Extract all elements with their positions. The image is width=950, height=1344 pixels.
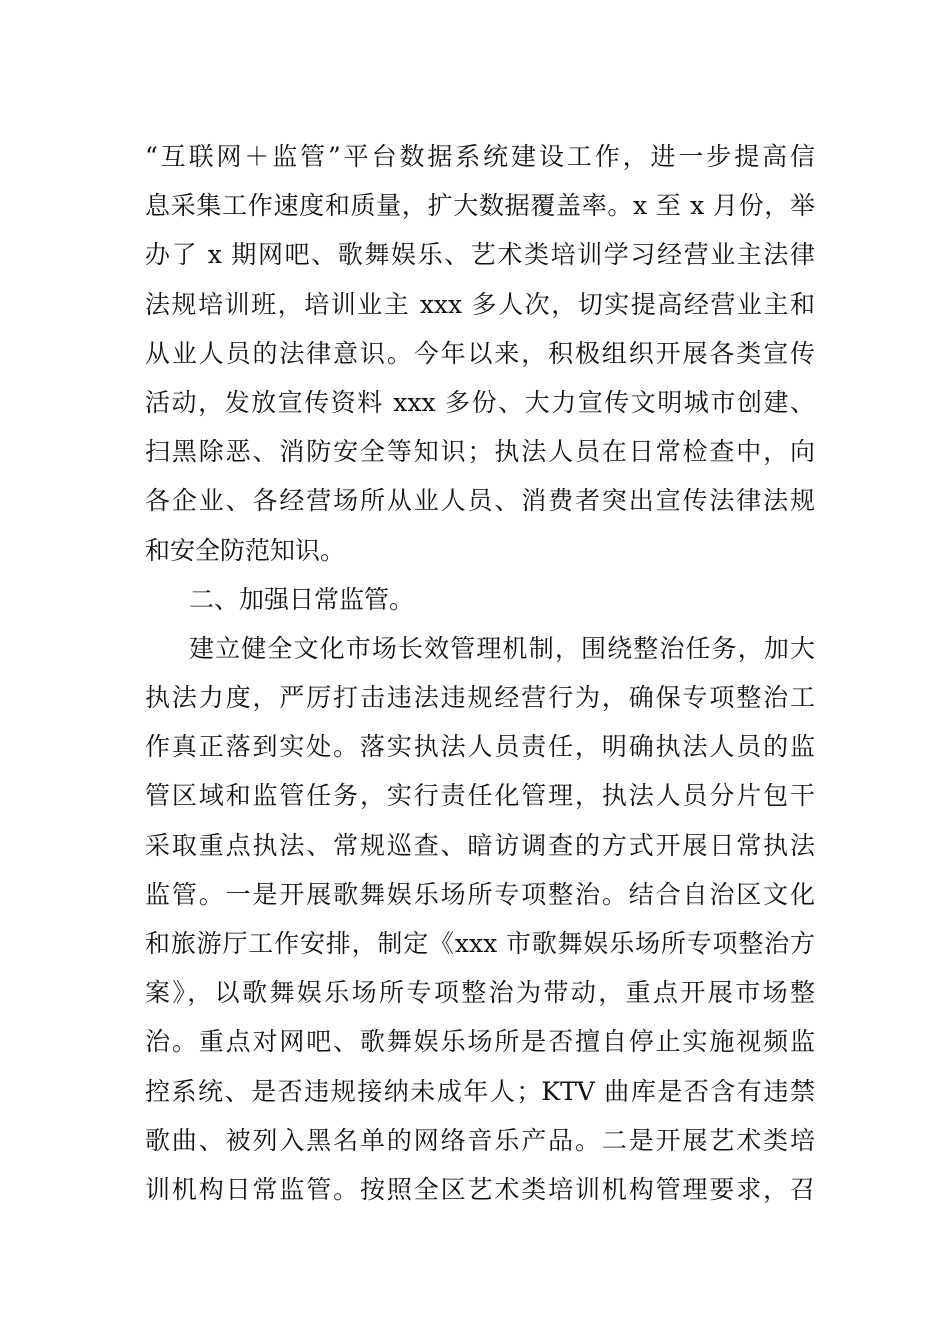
paragraph-line: 案》，以歌舞娱乐场所专项整治为带动，重点开展市场整 [145, 978, 815, 1008]
paragraph-line: 建立健全文化市场长效管理机制，围绕整治任务，加大 [189, 633, 815, 663]
document-body [145, 132, 815, 1214]
paragraph-line: 各企业、各经营场所从业人员、消费者突出宣传法律法规 [145, 486, 815, 516]
paragraph-line: 活动，发放宣传资料 xxx 多份、大力宣传文明城市创建、 [145, 387, 815, 417]
paragraph-line: 采取重点执法、常规巡查、暗访调查的方式开展日常执法 [145, 830, 815, 860]
paragraph-line: 从业人员的法律意识。今年以来，积极组织开展各类宣传 [145, 338, 815, 368]
paragraph-1 [145, 132, 815, 575]
paragraph-line: 训机构日常监管。按照全区艺术类培训机构管理要求，召 [145, 1174, 815, 1204]
paragraph-line: 息采集工作速度和质量，扩大数据覆盖率。x 至 x 月份，举 [145, 191, 815, 221]
paragraph-line: 扫黑除恶、消防安全等知识；执法人员在日常检查中，向 [145, 437, 815, 467]
paragraph-line: 管区域和监管任务，实行责任化管理，执法人员分片包干 [145, 781, 815, 811]
paragraph-line: 治。重点对网吧、歌舞娱乐场所是否擅自停止实施视频监 [145, 1027, 815, 1057]
paragraph-line: 执法力度，严厉打击违法违规经营行为，确保专项整治工 [145, 683, 815, 713]
paragraph-line: 和安全防范知识。 [145, 535, 346, 565]
paragraph-line: 监管。一是开展歌舞娱乐场所专项整治。结合自治区文化 [145, 879, 815, 909]
paragraph-line: “互联网＋监管”平台数据系统建设工作，进一步提高信 [145, 142, 815, 171]
paragraph-2 [145, 624, 815, 1214]
paragraph-line: 作真正落到实处。落实执法人员责任，明确执法人员的监 [145, 732, 815, 762]
section-heading: 二、加强日常监管。 [189, 584, 415, 614]
paragraph-line: 控系统、是否违规接纳未成年人；KTV 曲库是否含有违禁 [145, 1076, 815, 1106]
paragraph-line: 和旅游厅工作安排，制定《xxx 市歌舞娱乐场所专项整治方 [145, 929, 815, 958]
paragraph-line: 办了 x 期网吧、歌舞娱乐、艺术类培训学习经营业主法律 [145, 240, 815, 270]
paragraph-line: 法规培训班，培训业主 xxx 多人次，切实提高经营业主和 [145, 289, 815, 319]
paragraph-line: 歌曲、被列入黑名单的网络音乐产品。二是开展艺术类培 [145, 1125, 815, 1155]
